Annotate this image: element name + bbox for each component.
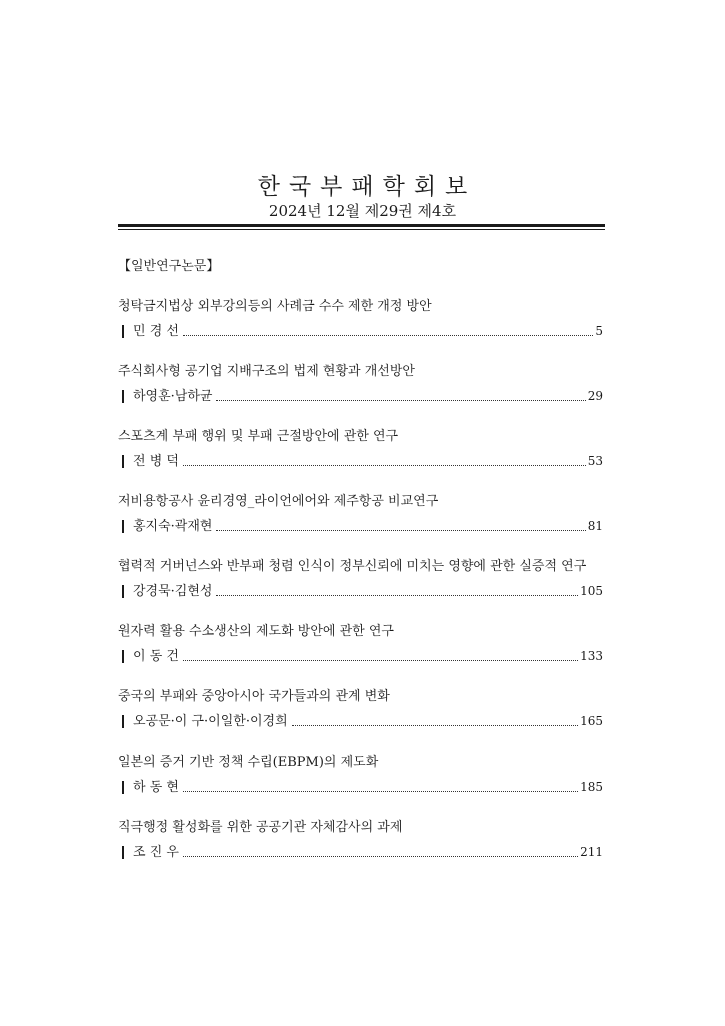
toc-entry [118, 754, 603, 808]
toc-entry [118, 688, 603, 742]
journal-title: 한국부패학회보 [257, 174, 477, 200]
author-bar [122, 585, 124, 598]
article-title: 원자력 활용 수소생산의 제도화 방안에 관한 연구 [118, 624, 394, 639]
article-title: 주식회사형 공기업 지배구조의 법제 현황과 개선방안 [118, 364, 415, 379]
section-heading: 【일반연구논문】 [118, 259, 220, 274]
toc-entry [118, 623, 603, 677]
page-number: 53 [587, 454, 603, 468]
article-title: 중국의 부패와 중앙아시아 국가들과의 관계 변화 [118, 689, 390, 704]
article-title: 협력적 거버넌스와 반부패 청렴 인식이 정부신뢰에 미치는 영향에 관한 실증적 연구 [118, 559, 587, 574]
toc-entry [118, 493, 603, 547]
article-title: 저비용항공사 윤리경영_라이언에어와 제주항공 비교연구 [118, 494, 439, 509]
author-line [118, 387, 603, 405]
author-bar [122, 520, 124, 533]
journal-issue: 2024년 12월 제29권 제4호 [268, 202, 457, 220]
article-authors: 강경묵·김현성 [133, 584, 213, 599]
author-line [118, 843, 603, 861]
author-bar [122, 715, 124, 728]
author-line [118, 452, 603, 470]
page-number: 29 [587, 389, 603, 403]
page-number: 5 [595, 324, 603, 338]
dot-leader [183, 855, 578, 857]
author-bar [122, 781, 124, 794]
dot-leader [216, 594, 578, 596]
author-line [118, 712, 603, 730]
toc-entry [118, 819, 603, 873]
article-authors: 홍지숙·곽재현 [133, 519, 213, 534]
article-authors: 조 진 우 [133, 845, 179, 860]
header-rule-thin [118, 229, 605, 230]
article-title: 청탁금지법상 외부강의등의 사례금 수수 제한 개정 방안 [118, 299, 432, 314]
page-number: 81 [587, 519, 603, 533]
dot-leader [183, 464, 586, 466]
author-bar [122, 325, 124, 338]
author-line [118, 517, 603, 535]
author-line [118, 778, 603, 796]
author-line [118, 582, 603, 600]
toc-entry [118, 558, 603, 612]
author-bar [122, 390, 124, 403]
page-number: 133 [580, 649, 603, 663]
dot-leader [216, 529, 585, 531]
toc-entry [118, 428, 603, 482]
toc-entry [118, 363, 603, 417]
toc-entry [118, 298, 603, 352]
page-number: 211 [580, 845, 603, 859]
page-number: 105 [580, 584, 603, 598]
article-authors: 전 병 덕 [133, 454, 179, 469]
dot-leader [216, 399, 585, 401]
article-title: 스포츠계 부패 행위 및 부패 근절방안에 관한 연구 [118, 429, 399, 444]
dot-leader [183, 334, 593, 336]
article-authors: 하영훈·남하균 [133, 389, 213, 404]
author-bar [122, 846, 124, 859]
article-authors: 이 동 건 [133, 649, 179, 664]
author-bar [122, 650, 124, 663]
dot-leader [292, 724, 578, 726]
article-authors: 민 경 선 [133, 324, 179, 339]
dot-leader [183, 659, 578, 661]
author-line [118, 322, 603, 340]
page-number: 165 [580, 714, 603, 728]
article-title: 직극행정 활성화를 위한 공공기관 자체감사의 과제 [118, 820, 403, 835]
author-line [118, 647, 603, 665]
article-title: 일본의 증거 기반 정책 수립(EBPM)의 제도화 [118, 755, 379, 770]
dot-leader [183, 790, 578, 792]
author-bar [122, 455, 124, 468]
article-authors: 오공문·이 구·이일한·이경희 [133, 714, 288, 729]
article-authors: 하 동 현 [133, 780, 179, 795]
header-rule-thick [118, 224, 605, 227]
page-number: 185 [580, 780, 603, 794]
